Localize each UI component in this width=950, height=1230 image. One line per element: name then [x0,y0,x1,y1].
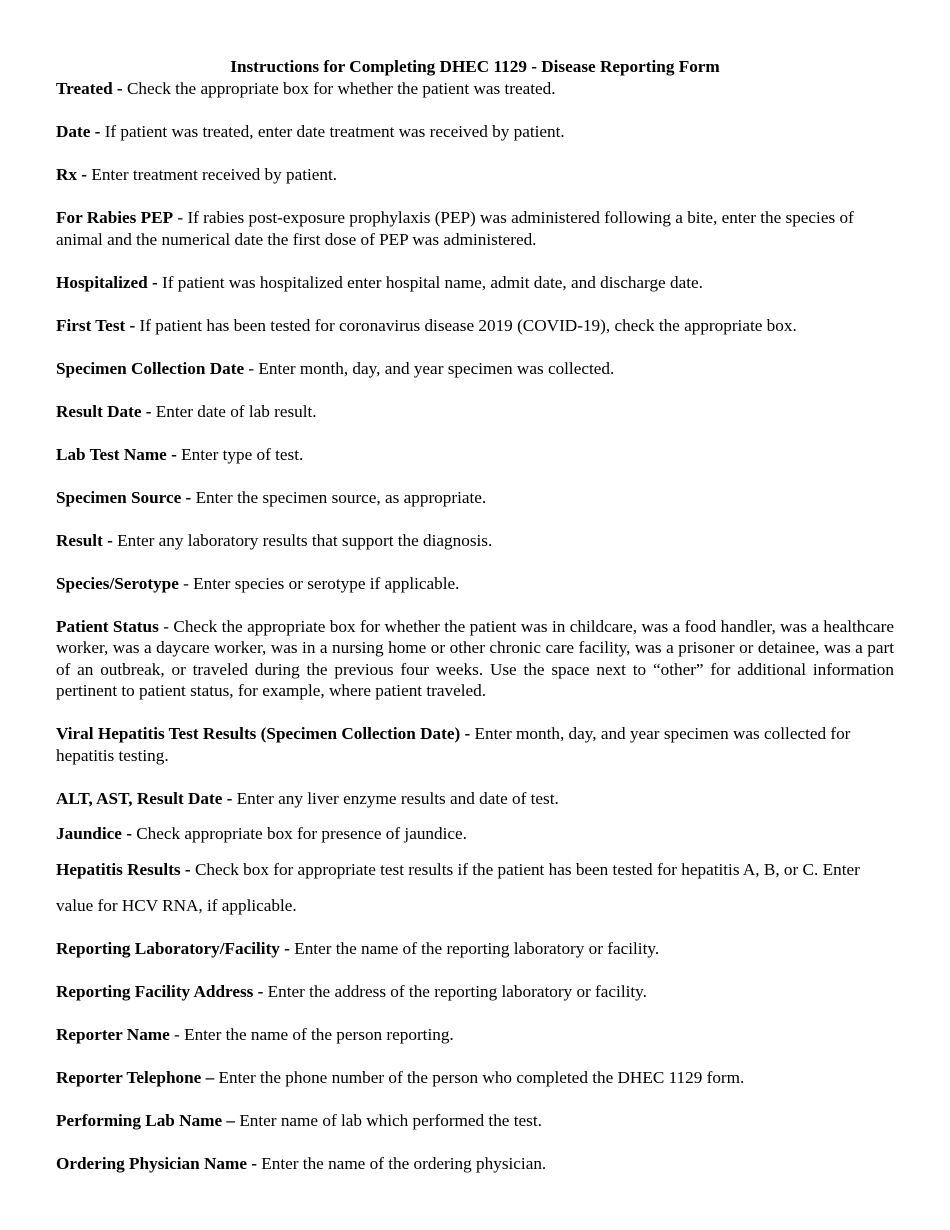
entry-term: For Rabies PEP [56,208,174,227]
entry-term: Reporter Name [56,1024,170,1044]
entry-result [56,530,894,552]
entry-first-test [56,315,894,337]
entry-patient-status [56,616,894,702]
entry-text: - Enter month, day, and year specimen was collected. [244,358,615,378]
entry-jaundice [56,823,894,845]
entry-text: - If rabies post-exposure prophylaxis (PEP) was administered following a bite, enter the species of animal and the numerical date the first dose of PEP was administered. [56,208,854,249]
entry-term: Reporter Telephone – [56,1067,215,1087]
entry-term: Result Date - [56,401,152,421]
entry-text: If patient has been tested for coronavirus disease 2019 (COVID-19), check the appropriate box. [135,315,797,335]
entry-text: Enter the name of the reporting laboratory or facility. [289,938,660,958]
entry-alt-ast-result-date [56,788,894,810]
entry-hepatitis-results [56,852,894,924]
entry-text: Enter any liver enzyme results and date of test. [232,788,559,808]
entry-text: Check appropriate box for presence of jaundice. [131,824,467,843]
document-page [56,56,894,1196]
entry-reporter-name [56,1024,894,1046]
entry-text: Enter type of test. [176,444,304,464]
entry-viral-hepatitis-test-results [56,723,894,766]
entry-term: Hepatitis Results - [56,859,191,879]
entry-text: Enter the specimen source, as appropriate. [191,487,487,507]
entry-treated [56,78,894,100]
entry-text: Check box for appropriate test results if the patient has been tested for hepatitis A, B, or C. Enter value for HCV RNA, if applicable. [56,859,860,915]
entry-specimen-source [56,487,894,509]
entry-specimen-collection-date [56,358,894,380]
entry-reporting-laboratory [56,938,894,960]
entry-term: Patient Status [56,616,159,636]
entry-term: Lab Test Name - [56,444,177,464]
entry-hospitalized [56,272,894,294]
entry-reporter-telephone [56,1067,894,1089]
entry-term: Hospitalized - [56,272,158,292]
entry-term: Ordering Physician Name - [56,1153,257,1173]
entry-text: Enter the phone number of the person who completed the DHEC 1129 form. [214,1067,745,1087]
entry-date [56,121,894,143]
entry-term: Species/Serotype [56,573,179,593]
document-title: Instructions for Completing DHEC 1129 - Disease Reporting Form [230,57,720,76]
entry-result-date [56,401,894,423]
entry-performing-lab-name [56,1110,894,1132]
entry-term: First Test - [56,315,136,335]
entry-text: Check the appropriate box for whether the patient was treated. [122,79,556,98]
entry-text: Enter the address of the reporting laboratory or facility. [263,981,647,1001]
entry-text: Enter any laboratory results that support the diagnosis. [112,530,493,550]
entry-term: Result - [56,530,113,550]
entry-lab-test-name [56,444,894,466]
entry-text: Enter date of lab result. [151,401,317,421]
entry-term: Specimen Collection Date [56,358,245,378]
entry-text: Enter name of lab which performed the test. [235,1110,542,1130]
entry-text: - Enter species or serotype if applicable. [178,573,460,593]
entry-term: Performing Lab Name – [56,1110,236,1130]
entry-term: Jaundice - [56,824,132,843]
entry-text: Enter treatment received by patient. [87,165,338,184]
entry-text: If patient was treated, enter date treatment was received by patient. [100,122,565,141]
entry-text: - Enter the name of the person reporting. [169,1024,454,1044]
entry-text: Enter month, day, and year specimen was collected for hepatitis testing. [56,724,851,765]
entry-ordering-physician-name [56,1153,894,1175]
entry-term: Rx - [56,165,88,184]
entry-species-serotype [56,573,894,595]
entry-term: Date - [56,122,101,141]
entry-term: ALT, AST, Result Date - [56,788,233,808]
entry-term: Specimen Source - [56,487,192,507]
entry-term: Reporting Facility Address - [56,981,264,1001]
entry-rabies-pep [56,207,894,250]
entry-text: - Check the appropriate box for whether the patient was in childcare, was a food handler, was a healthcare worker, was a daycare worker, was in a nursing home or other chronic care facility, was a prisoner or detainee, was a part of an outbreak, or traveled during the previous four weeks. Use the space next to “other” for additional information pertinent to patient status, for example, where patient traveled. [56,616,894,700]
entry-text: Enter the name of the ordering physician. [256,1153,547,1173]
entry-reporting-facility-address [56,981,894,1003]
entry-term: Viral Hepatitis Test Results (Specimen Collection Date) - [56,724,471,743]
entry-term: Reporting Laboratory/Facility - [56,938,290,958]
entry-rx [56,164,894,186]
entry-term: Treated - [56,79,123,98]
entry-text: If patient was hospitalized enter hospital name, admit date, and discharge date. [157,272,703,292]
